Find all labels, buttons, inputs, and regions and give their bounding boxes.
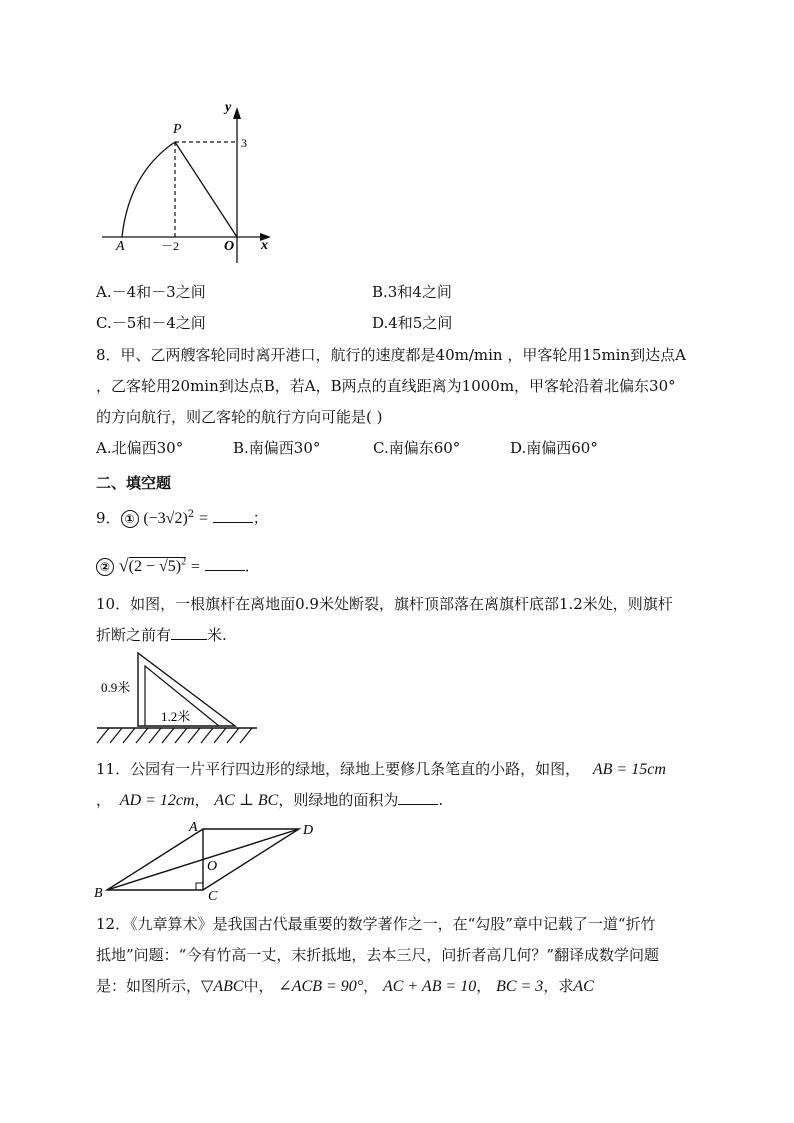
arc-ap: [122, 142, 175, 237]
figure-coordinate-arc: [95, 95, 280, 270]
q9-expr1: (−3√2): [143, 510, 188, 527]
q9-blank2[interactable]: [205, 556, 245, 571]
q12-triangle: ▽ABC: [201, 978, 244, 995]
q9-part2: [96, 553, 250, 577]
q10-text-b: 米.: [207, 626, 227, 644]
q8-option-d: D.南偏西60°: [510, 439, 598, 457]
q12-line2: 抵地”问题：“今有竹高一丈，末折抵地，去本三尺，问折者高几何？”翻译成数学问题: [96, 946, 660, 964]
label-d: D: [303, 823, 314, 838]
option-c: C.－5和－4之间: [96, 314, 206, 332]
q12-line3: [96, 976, 594, 997]
x-label: x: [261, 238, 268, 253]
option-d: D.4和5之间: [372, 314, 453, 332]
q9-end2: .: [244, 557, 250, 576]
y-axis-arrow: [233, 107, 241, 119]
figure-flagpole: [95, 648, 265, 748]
q11-text: 11．公园有一片平行四边形的绿地，绿地上要修几条笔直的小路，如图，: [96, 760, 581, 778]
q8-line1: 8．甲、乙两艘客轮同时离开港口，航行的速度都是40m/min ，甲客轮用15min到达点A: [96, 346, 686, 364]
label-a: A: [189, 820, 198, 835]
q10-line1: 10．如图，一根旗杆在离地面0.9米处断裂，旗杆顶部落在离旗杆底部1.2米处，则旗杆: [96, 595, 673, 613]
q9-blank1[interactable]: [213, 508, 253, 523]
option-a: A.－4和－3之间: [96, 283, 206, 301]
q12-bc: BC = 3: [496, 978, 544, 995]
q11-ab: AB = 15cm: [592, 761, 666, 778]
q9-eq2: =: [190, 558, 200, 576]
y-label: y: [225, 100, 232, 115]
q11-text2: ，则绿地的面积为: [278, 791, 399, 809]
height-label: 0.9米: [101, 680, 131, 695]
q11-line2: [96, 790, 443, 811]
circled-one: ①: [121, 510, 139, 528]
q11-comma2: ，: [194, 791, 210, 809]
q9-expr2-text: (2 − √5): [128, 558, 182, 576]
q12-text-a: 是：如图所示，: [96, 977, 202, 995]
q8-line3: 的方向航行，则乙客轮的航行方向可能是( ): [96, 408, 383, 426]
right-angle-mark: [196, 883, 203, 890]
q8-option-c: C.南偏东60°: [373, 439, 461, 457]
q10-blank[interactable]: [171, 625, 207, 640]
q9-part1: [96, 505, 268, 529]
p-label: P: [173, 122, 182, 137]
q12-ask: AC: [573, 978, 594, 995]
tick-neg2: －2: [161, 239, 180, 253]
q8-option-b: B.南偏西30°: [233, 439, 321, 457]
figure-parallelogram: [92, 818, 332, 902]
q12-angle: ∠ACB = 90°: [278, 978, 364, 995]
q12-line1: 12．《九章算术》是我国古代最重要的数学著作之一，在“勾股”章中记载了一道“折竹: [96, 915, 656, 933]
q12-sep1: ，: [363, 977, 379, 995]
q9-eq1: =: [198, 510, 208, 527]
q8-line2: ，乙客轮用20min到达点B，若A，B两点的直线距离为1000m，甲客轮沿着北偏东30°: [96, 377, 676, 395]
q9-sqrt-sign: √: [118, 555, 129, 576]
label-b: B: [94, 886, 103, 901]
q11-line1: [96, 759, 666, 780]
q9-expr2: [129, 557, 186, 575]
o-label: O: [224, 239, 235, 254]
q11-ac: AC ⊥ BC: [214, 792, 279, 809]
label-c: C: [208, 889, 218, 902]
distance-label: 1.2米: [161, 709, 191, 724]
a-label: A: [116, 239, 125, 254]
tick-3: 3: [241, 136, 247, 150]
q8-option-a: A.北偏西30°: [96, 439, 184, 457]
segment-po: [175, 142, 237, 237]
q11-end: .: [438, 791, 444, 809]
q9-number: 9．: [96, 509, 121, 527]
q12-sep2: ，: [476, 977, 492, 995]
q12-text-b: 中，: [243, 977, 274, 995]
option-b: B.3和4之间: [372, 283, 452, 301]
label-o: O: [207, 859, 218, 874]
q12-text-c: ，求: [543, 977, 574, 995]
circled-two: ②: [96, 558, 114, 576]
q11-comma1: ，: [96, 791, 112, 809]
q10-text-a: 折断之前有: [96, 626, 172, 644]
q9-end1: ；: [252, 509, 268, 527]
q11-blank[interactable]: [398, 790, 438, 805]
q12-sum: AC + AB = 10: [382, 978, 477, 995]
q11-ad: AD = 12cm: [119, 792, 195, 809]
section-title: 二、填空题: [96, 474, 172, 492]
q10-line2: [96, 625, 227, 645]
q9-exponent2: 2: [181, 557, 187, 568]
q9-exponent1: 2: [187, 509, 195, 520]
ground-hatch: [97, 728, 252, 743]
